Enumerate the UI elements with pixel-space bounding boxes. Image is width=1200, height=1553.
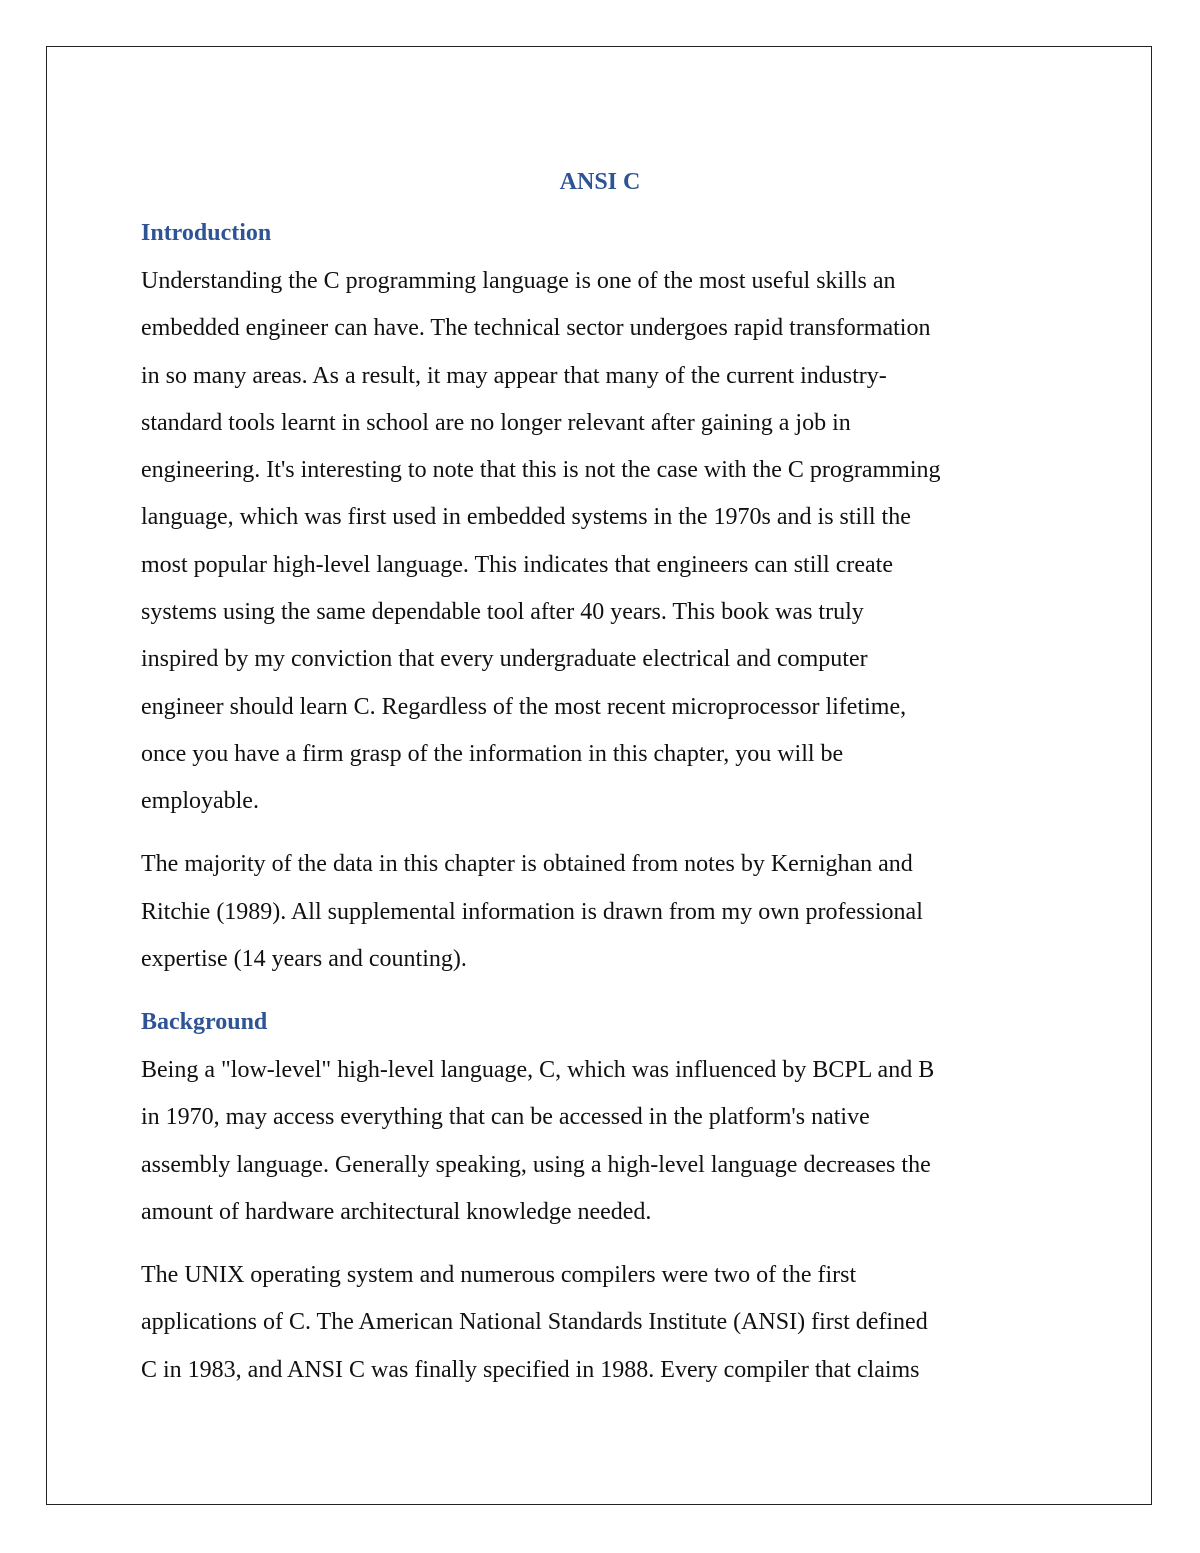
- paragraph-line: Understanding the C programming language is one of the most useful skills an: [141, 268, 896, 294]
- paragraph-line: C in 1983, and ANSI C was finally specified in 1988. Every compiler that claims: [141, 1357, 920, 1383]
- paragraph-line: The UNIX operating system and numerous compilers were two of the first: [141, 1262, 857, 1288]
- paragraph-line: The majority of the data in this chapter is obtained from notes by Kernighan and: [141, 851, 913, 877]
- paragraph-line: inspired by my conviction that every undergraduate electrical and computer: [141, 646, 868, 672]
- paragraph-line: applications of C. The American National Standards Institute (ANSI) first defined: [141, 1309, 928, 1335]
- section-heading-background: Background: [141, 1009, 268, 1035]
- paragraph-line: Being a "low-level" high-level language, C, which was influenced by BCPL and B: [141, 1057, 935, 1083]
- paragraph-line: language, which was first used in embedded systems in the 1970s and is still the: [141, 504, 911, 530]
- section-heading-introduction: Introduction: [141, 220, 272, 246]
- paragraph-line: standard tools learnt in school are no longer relevant after gaining a job in: [141, 410, 851, 436]
- paragraph-line: employable.: [141, 788, 259, 814]
- document-title: ANSI C: [559, 169, 641, 195]
- paragraph-line: expertise (14 years and counting).: [141, 946, 467, 972]
- paragraph-line: engineer should learn C. Regardless of the most recent microprocessor lifetime,: [141, 694, 907, 720]
- paragraph-line: once you have a firm grasp of the information in this chapter, you will be: [141, 741, 844, 767]
- paragraph-line: in so many areas. As a result, it may appear that many of the current industry-: [141, 363, 887, 389]
- paragraph-line: Ritchie (1989). All supplemental information is drawn from my own professional: [141, 899, 923, 925]
- paragraph-line: assembly language. Generally speaking, using a high-level language decreases the: [141, 1152, 931, 1178]
- paragraph-line: in 1970, may access everything that can be accessed in the platform's native: [141, 1104, 870, 1130]
- paragraph-line: amount of hardware architectural knowledge needed.: [141, 1199, 652, 1225]
- paragraph-line: embedded engineer can have. The technical sector undergoes rapid transformation: [141, 315, 931, 341]
- paragraph-line: systems using the same dependable tool after 40 years. This book was truly: [141, 599, 864, 625]
- paragraph-line: engineering. It's interesting to note that this is not the case with the C programming: [141, 457, 941, 483]
- paragraph-line: most popular high-level language. This indicates that engineers can still create: [141, 552, 893, 578]
